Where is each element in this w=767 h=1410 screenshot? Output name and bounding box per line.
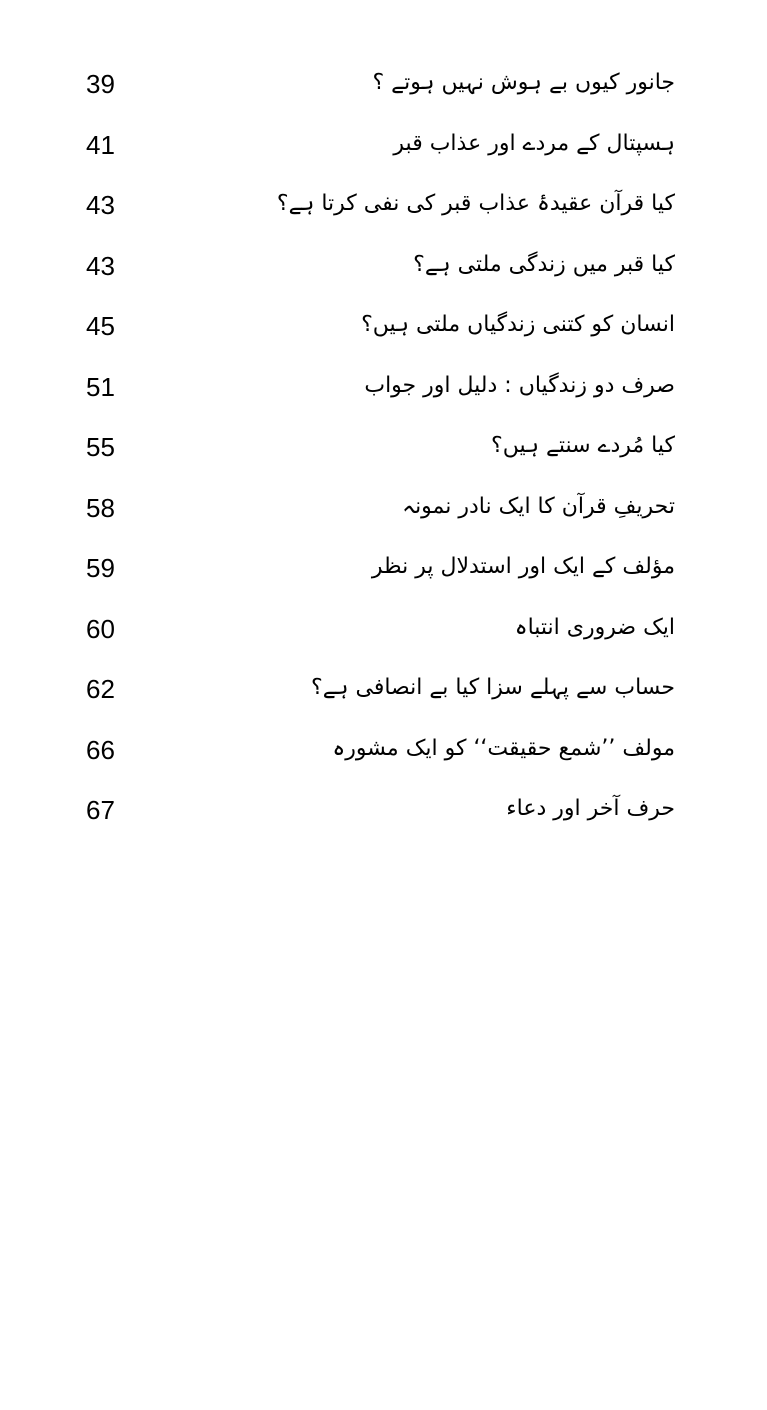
toc-entry-title: انسان کو کتنی زندگیاں ملتی ہیں؟: [361, 312, 675, 337]
toc-entry: [0, 55, 767, 116]
toc-entry: [0, 116, 767, 177]
toc-page-number: 62: [86, 674, 115, 704]
toc-entry-title: کیا مُردے سنتے ہیں؟: [491, 433, 675, 458]
toc-page-number: 66: [86, 734, 115, 765]
toc-page-number: 39: [86, 69, 115, 99]
toc-page-number: 41: [86, 129, 115, 160]
toc-page-number: 67: [86, 795, 115, 825]
toc-entry-title: ہسپتال کے مردے اور عذاب قبر: [393, 130, 675, 156]
toc-entry-title: صرف دو زندگیاں : دلیل اور جواب: [364, 372, 675, 398]
toc-page-number: 43: [86, 250, 115, 281]
toc-entry: [0, 781, 767, 842]
table-of-contents: [0, 55, 767, 842]
toc-entry: [0, 297, 767, 358]
toc-entry-title: کیا قبر میں زندگی ملتی ہے؟: [413, 251, 675, 277]
toc-entry-title: مؤلف کے ایک اور استدلال پر نظر: [371, 554, 675, 579]
toc-page-number: 51: [86, 371, 115, 402]
toc-entry: [0, 721, 767, 782]
toc-entry-title: ایک ضروری انتباہ: [514, 614, 675, 640]
toc-entry-title: حرف آخر اور دعاء: [506, 796, 675, 821]
toc-entry: [0, 660, 767, 721]
toc-entry-title: مولف ’’شمع حقیقت‘‘ کو ایک مشورہ: [332, 735, 675, 761]
toc-entry-title: کیا قرآن عقیدۂ عذاب قبر کی نفی کرتا ہے؟: [276, 191, 675, 216]
toc-page-number: 60: [86, 613, 115, 644]
toc-page-number: 59: [86, 553, 115, 583]
toc-entry: [0, 479, 767, 540]
toc-page-number: 45: [86, 311, 115, 341]
toc-page-number: 58: [86, 492, 115, 523]
toc-entry: [0, 358, 767, 419]
toc-entry: [0, 539, 767, 600]
toc-entry: [0, 418, 767, 479]
toc-entry-title: حساب سے پہلے سزا کیا بے انصافی ہے؟: [311, 675, 675, 700]
toc-page-number: 43: [86, 190, 115, 220]
toc-entry: [0, 176, 767, 237]
toc-entry: [0, 237, 767, 298]
toc-entry-title: جانور کیوں بے ہوش نہیں ہوتے ؟: [372, 70, 675, 95]
toc-entry-title: تحریفِ قرآن کا ایک نادر نمونہ: [402, 493, 675, 519]
toc-entry: [0, 600, 767, 661]
toc-page-number: 55: [86, 432, 115, 462]
